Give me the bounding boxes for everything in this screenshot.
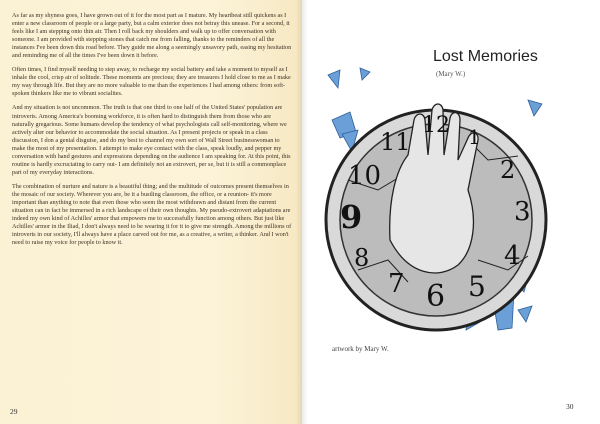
shard-icon (328, 70, 340, 88)
shard-icon (360, 68, 370, 80)
broken-clock-artwork (318, 60, 588, 360)
clock-number: 2 (500, 156, 516, 184)
clock-number: 4 (504, 241, 521, 271)
shard-icon (518, 306, 532, 322)
clock-number: 5 (468, 270, 486, 303)
artwork-title: Lost Memories (433, 48, 538, 65)
clock-number: 3 (514, 197, 531, 227)
paragraph: Often times, I find myself needing to step away, to recharge my social battery and take a moment to myself as I inhale the cool, crisp air of solitude. These moments are precious; they are treasures I hold close to me as I make my way through life. But they are no more valuable to me than the experiences I had among others: from soft-spoken thinkers like me to vibrant socialites. (12, 66, 291, 98)
left-page-number: 29 (10, 407, 18, 416)
paragraph: As far as my shyness goes, I have grown out of it for the most part as I mature. My heartbeat still quickens as I enter a new classroom of people or a large party, but a calm exterior does not betray this unease. For a second, it feels like I am stepping onto thin air. Then I roll back my shoulders and walk up to offer conversation with someone. I am provided with stepping stones that catch me from falling, thanks to the reminders of all the instances I've been down this road before. They guide me along a seemingly unsavory path, easing my hesitation and reminding me of all the times I've been down it before. (12, 12, 292, 60)
paragraph: The combination of nurture and nature is a beautiful thing; and the multitude of outcomes present themselves in the mosaic of our society. Wherever you are, be it a bustling classroom, the office, or a reunion- it's more important than anything to note that even those who seem the most withdrawn and distant from the current situation can in fact be immersed in a rich landscape of their own thoughts. My pseudo-extrovert adaptations are indeed my own kind of Achilles' armor that empowers me to successfully function among others. But just like Achilles' armor in the Iliad, I don't always need to be wearing it for it to give me strength. Among the millions of introverts in our society, I'll always have a place carved out for me, as a creative, a writer, a thinker. And I won't need to raise my voice for people to know it. (12, 182, 292, 247)
clock-number: 12 (422, 113, 450, 138)
clock-number: 1 (468, 125, 481, 149)
clock-number: 8 (354, 244, 370, 272)
right-page-number: 30 (566, 402, 574, 411)
essay-text (12, 12, 294, 253)
clock-number: 11 (380, 128, 411, 156)
clock-number: 7 (388, 269, 405, 299)
artwork-credit: artwork by Mary W. (332, 345, 389, 353)
shard-icon (528, 100, 542, 116)
page-gutter (296, 0, 308, 424)
artwork-byline: (Mary W.) (436, 70, 466, 78)
clock-number: 9 (340, 198, 363, 236)
clock-number: 10 (348, 161, 382, 191)
clock-number: 6 (426, 279, 446, 314)
paragraph: And my situation is not uncommon. The truth is that one third to one half of the United States' population are introverts. Among America's booming workforce, it is often hard to distinguish them from those who are naturally gregarious. Some humans develop the tendency of what psychologists call self-monitoring, where we actively alter our behavior to accommodate the social situation. As I present projects or speak in a class discussion, I don a genial disguise, and do my best to channel my own sort of Wall Street businesswoman to make the most of my presentation. I attempt to make eye contact with the class, speak loudly, and pepper my conversation with hand gestures and expressions depending on the audience I am speaking for. At this point, this routine is hardly excruciating to carry out- I am definitely not an extrovert, per se, but it is still a commonplace part of my everyday interactions. (12, 104, 291, 176)
